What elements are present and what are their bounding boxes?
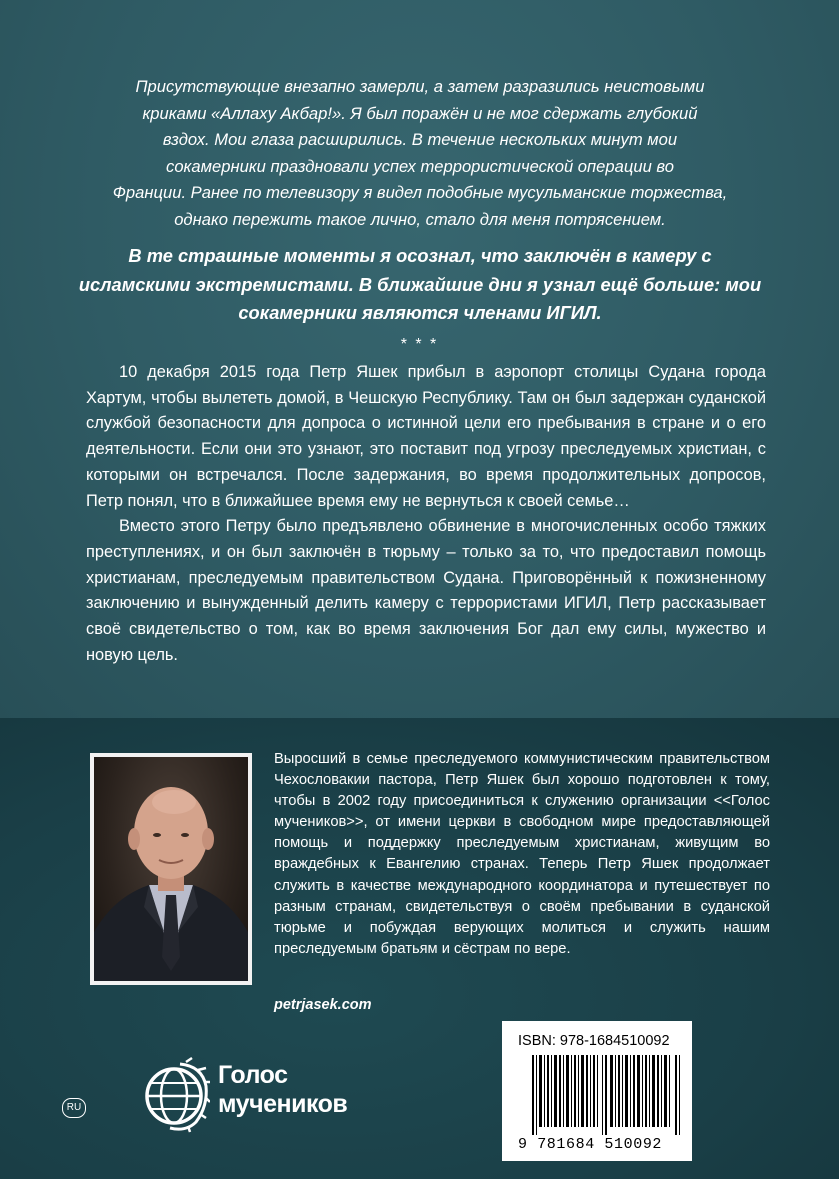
book-synopsis bbox=[86, 360, 766, 668]
section-separator: * * * bbox=[400, 336, 439, 353]
globe-thorns-icon bbox=[140, 1052, 210, 1136]
author-website-link[interactable]: petrjasek.com bbox=[274, 997, 372, 1013]
highlight-line: В те страшные моменты я осознал, что заключён в камеру с bbox=[128, 245, 712, 266]
publisher-name-line: Голос bbox=[218, 1061, 288, 1089]
highlight-line: исламскими экстремистами. В ближайшие дни я узнал ещё больше: мои bbox=[78, 273, 762, 295]
synopsis-paragraph: 10 декабря 2015 года Петр Яшек прибыл в аэропорт столицы Судана города Хартум, чтобы вылететь домой, в Чешскую Республику. Там он был задержан суданской службой безопасности для допроса о истинной цели его пребывания в стране и о его деятельности. Если они это узнают, это поставит под угрозу преследуемых христиан, с которыми он встречался. После задержания, во время продолжительных допросов, Петр понял, что в ближайшее время ему не вернуться к своей семье… bbox=[86, 363, 766, 510]
author-portrait-icon bbox=[94, 757, 248, 981]
author-photo bbox=[94, 757, 248, 981]
publisher-name bbox=[218, 1061, 347, 1119]
isbn-barcode-block bbox=[502, 1021, 692, 1161]
isbn-label: ISBN: 978-1684510092 bbox=[518, 1033, 670, 1049]
author-bio: Выросший в семье преследуемого коммунистическим правительством Чехословакии пастора, Петр Яшек был хорошо подготовлен к тому, чтобы в 2002 году присоединиться к служению организации <<Голос мучеников>>, от имени церкви в свободном мире предоставляющей помощь и поддержку преследуемым христианам, живущим во враждебных к Евангелию странах. Теперь Петр Яшек продолжает служить в качестве международного координатора и путешествует по разным странам, свидетельствуя о своём пребывании в суданской тюрьме и побуждая верующих молиться и служить нашим преследуемым братьям и сёстрам по вере. bbox=[274, 751, 770, 957]
publisher-logo bbox=[140, 1052, 380, 1136]
barcode-icon bbox=[532, 1055, 682, 1135]
highlight-line: сокамерники являются членами ИГИЛ. bbox=[238, 302, 602, 323]
language-badge: RU bbox=[62, 1098, 86, 1118]
synopsis-paragraph: Вместо этого Петру было предъявлено обвинение в многочисленных особо тяжких преступлениях, и он был заключён в тюрьму – только за то, что предоставил помощь христианам, преследуемым правительством Судана. Приговорённый к пожизненному заключению и вынужденный делить камеру с террористами ИГИЛ, Петр рассказывает своё свидетельство о том, как во время заключения Бог дал ему силы, мужество и новую цель. bbox=[86, 517, 766, 664]
quote-line: вздох. Мои глаза расширились. В течение нескольких минут мои bbox=[162, 130, 678, 150]
quote-line: однако пережить такое лично, стало для меня потрясением. bbox=[174, 209, 666, 229]
publisher-name-line: мучеников bbox=[218, 1090, 348, 1118]
opening-quote bbox=[90, 74, 750, 234]
isbn-digits: 9 781684 510092 bbox=[518, 1136, 663, 1153]
highlighted-quote bbox=[70, 242, 770, 328]
quote-line: сокамерники праздновали успех террористической операции во bbox=[166, 156, 674, 176]
quote-line: Присутствующие внезапно замерли, а затем разразились неистовыми bbox=[135, 77, 705, 96]
quote-line: криками «Аллаху Акбар!». Я был поражён и не мог сдержать глубокий bbox=[142, 103, 698, 123]
quote-line: Франции. Ранее по телевизору я видел подобные мусульманские торжества, bbox=[112, 183, 728, 203]
author-photo-frame bbox=[90, 753, 252, 985]
